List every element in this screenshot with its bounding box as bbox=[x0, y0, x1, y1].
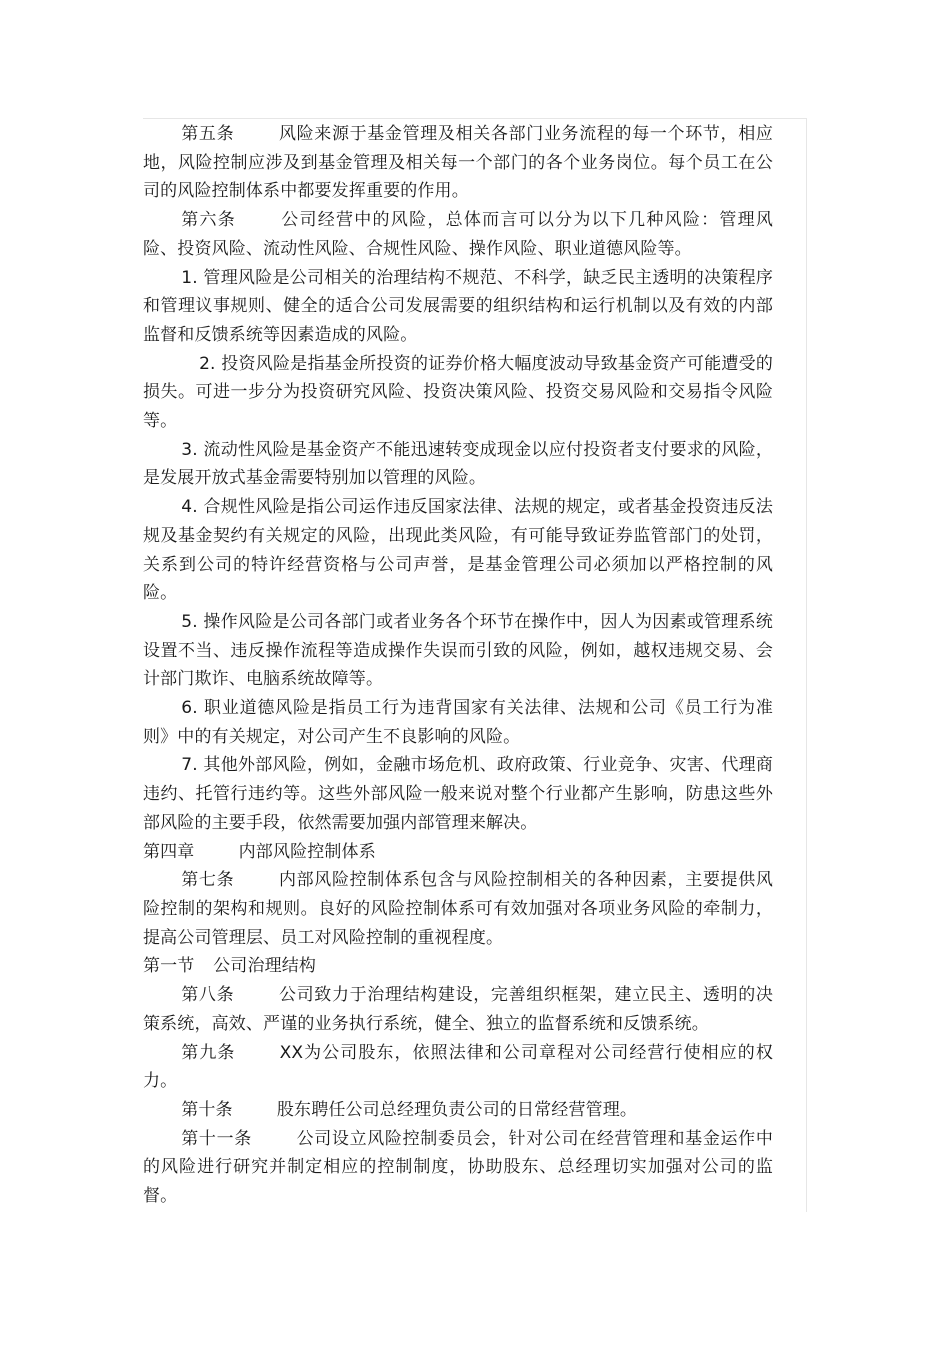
article-8 bbox=[143, 981, 773, 1038]
article-10 bbox=[143, 1096, 773, 1125]
article-text: 风险来源于基金管理及相关各部门业务流程的每一个环节，相应地，风险控制应涉及到基金管理及相关每一个部门的各个业务岗位。每个员工在公司的风险控制体系中都要发挥重要的作用。 bbox=[143, 124, 774, 202]
article-label: 第十条 bbox=[181, 1099, 233, 1120]
article-text: 公司设立风险控制委员会，针对公司在经营管理和基金运作中的风险进行研究并制定相应的控制制度，协助股东、总经理切实加强对公司的监督。 bbox=[143, 1128, 773, 1207]
article-text: XX为公司股东，依照法律和公司章程对公司经营行使相应的权力。 bbox=[143, 1042, 773, 1092]
risk-item-4: 4. 合规性风险是指公司运作违反国家法律、法规的规定，或者基金投资违反法规及基金契约有关规定的风险，出现此类风险，有可能导致证券监管部门的处罚，关系到公司的特许经营资格与公司声誉，是基金管理公司必须加以严格控制的风险。 bbox=[143, 497, 773, 604]
risk-item-1: 1. 管理风险是公司相关的治理结构不规范、不科学，缺乏民主透明的决策程序和管理议事规则、健全的适合公司发展需要的组织结构和运行机制以及有效的内部监督和反馈系统等因素造成的风险。 bbox=[143, 267, 773, 345]
risk-item-2: 2. 投资风险是指基金所投资的证券价格大幅度波动导致基金资产可能遭受的损失。可进一步分为投资研究风险、投资决策风险、投资交易风险和交易指令风险等。 bbox=[143, 353, 773, 432]
section-label: 第一节 bbox=[143, 956, 195, 977]
article-label: 第七条 bbox=[181, 870, 235, 891]
section-title: 公司治理结构 bbox=[213, 956, 317, 977]
article-5 bbox=[143, 120, 773, 206]
document-body bbox=[143, 120, 773, 1211]
chapter-title: 内部风险控制体系 bbox=[238, 841, 376, 862]
chapter-label: 第四章 bbox=[143, 841, 195, 862]
article-7 bbox=[143, 866, 773, 952]
article-11 bbox=[143, 1125, 773, 1211]
article-label: 第十一条 bbox=[181, 1128, 252, 1149]
risk-item-6: 6. 职业道德风险是指员工行为违背国家有关法律、法规和公司《员工行为准则》中的有关规定，对公司产生不良影响的风险。 bbox=[143, 698, 773, 747]
article-9 bbox=[143, 1039, 773, 1096]
risk-item-5: 5. 操作风险是公司各部门或者业务各个环节在操作中，因人为因素或管理系统设置不当、违反操作流程等造成操作失误而引致的风险，例如，越权违规交易、会计部门欺诈、电脑系统故障等。 bbox=[143, 611, 773, 690]
risk-item-3: 3. 流动性风险是基金资产不能迅速转变成现金以应付投资者支付要求的风险，是发展开放式基金需要特别加以管理的风险。 bbox=[143, 439, 773, 489]
chapter-heading bbox=[143, 838, 773, 867]
article-text: 股东聘任公司总经理负责公司的日常经营管理。 bbox=[276, 1099, 638, 1120]
article-6 bbox=[143, 206, 773, 263]
article-label: 第九条 bbox=[181, 1042, 236, 1063]
article-label: 第五条 bbox=[181, 124, 235, 144]
article-text: 内部风险控制体系包含与风险控制相关的各种因素，主要提供风险控制的架构和规则。良好的风险控制体系可有效加强对各项业务风险的牵制力，提高公司管理层、员工对风险控制的重视程度。 bbox=[143, 870, 774, 948]
article-label: 第八条 bbox=[181, 985, 235, 1006]
article-text: 公司经营中的风险，总体而言可以分为以下几种风险：管理风险、投资风险、流动性风险、合规性风险、操作风险、职业道德风险等。 bbox=[143, 210, 773, 259]
article-label: 第六条 bbox=[181, 210, 237, 231]
article-text: 公司致力于治理结构建设，完善组织框架，建立民主、透明的决策系统，高效、严谨的业务执行系统，健全、独立的监督系统和反馈系统。 bbox=[143, 985, 774, 1034]
section-heading bbox=[143, 952, 773, 981]
risk-item-7: 7. 其他外部风险，例如，金融市场危机、政府政策、行业竞争、灾害、代理商违约、托管行违约等。这些外部风险一般来说对整个行业都产生影响，防患这些外部风险的主要手段，依然需要加强内部管理来解决。 bbox=[143, 755, 773, 833]
